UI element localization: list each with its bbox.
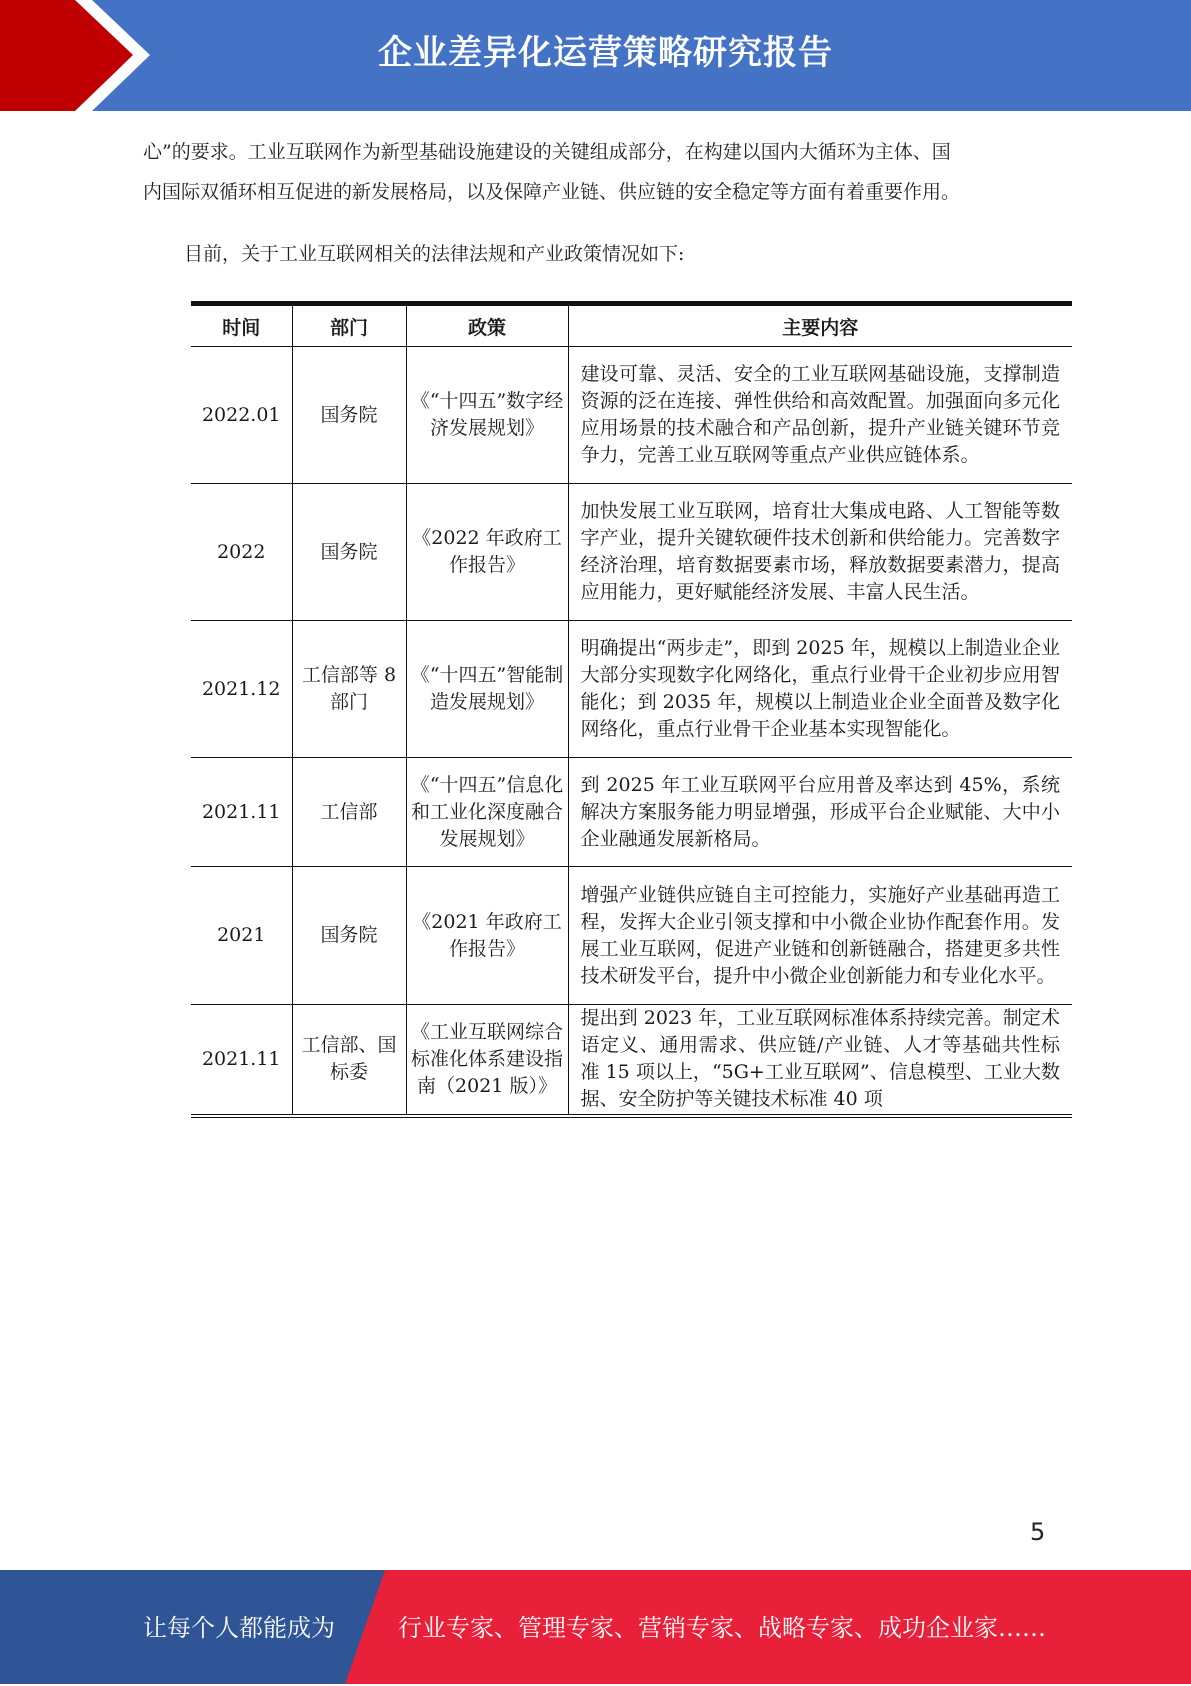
cell-time: 2021 (191, 867, 292, 1005)
cell-content: 明确提出“两步走”，即到 2025 年，规模以上制造业企业大部分实现数字化网络化，重点行业骨干企业初步应用智能化；到 2035 年，规模以上制造业企业全面普及数字化网络化，重点行业骨干企业基本实现智能化。 (568, 621, 1072, 758)
intro-paragraph (143, 132, 1063, 212)
table-row (191, 621, 1072, 758)
table-row (191, 758, 1072, 867)
cell-content: 到 2025 年工业互联网平台应用普及率达到 45%，系统解决方案服务能力明显增强，形成平台企业赋能、大中小企业融通发展新格局。 (568, 758, 1072, 867)
cell-policy: 《2021 年政府工作报告》 (406, 867, 568, 1005)
cell-department: 国务院 (292, 484, 406, 621)
cell-policy: 《2022 年政府工作报告》 (406, 484, 568, 621)
cell-content: 增强产业链供应链自主可控能力，实施好产业基础再造工程，发挥大企业引领支撑和中小微企业协作配套作用。发展工业互联网，促进产业链和创新链融合，搭建更多共性技术研发平台，提升中小微企业创新能力和专业化水平。 (568, 867, 1072, 1005)
cell-policy: 《“十四五”智能制造发展规划》 (406, 621, 568, 758)
cell-time: 2021.11 (191, 758, 292, 867)
table-row (191, 1005, 1072, 1116)
cell-content: 建设可靠、灵活、安全的工业互联网基础设施，支撑制造资源的泛在连接、弹性供给和高效配置。加强面向多元化应用场景的技术融合和产品创新，提升产业链关键环节竞争力，完善工业互联网等重点产业供应链体系。 (568, 347, 1072, 484)
cell-time: 2021.12 (191, 621, 292, 758)
cell-department: 国务院 (292, 347, 406, 484)
cell-time: 2022.01 (191, 347, 292, 484)
cell-content: 提出到 2023 年，工业互联网标准体系持续完善。制定术语定义、通用需求、供应链/产业链、人才等基础共性标准 15 项以上，“5G+工业互联网”、信息模型、工业大数据、安全防护等关键技术标准 40 项 (568, 1005, 1072, 1116)
table-row (191, 867, 1072, 1005)
cell-department: 国务院 (292, 867, 406, 1005)
page-number: 5 (1030, 1518, 1046, 1546)
policy-table (191, 301, 1072, 1118)
table-row (191, 347, 1072, 484)
cell-department: 工信部 (292, 758, 406, 867)
footer-banner (0, 1570, 1191, 1684)
footer-slogan-right: 行业专家、管理专家、营销专家、战略专家、成功企业家…… (398, 1614, 1046, 1642)
cell-department: 工信部等 8 部门 (292, 621, 406, 758)
header-banner (0, 0, 1191, 111)
intro-paragraph-line-1: 心”的要求。工业互联网作为新型基础设施建设的关键组成部分，在构建以国内大循环为主体、国 (143, 141, 951, 163)
header-time: 时间 (191, 304, 292, 347)
table-intro-paragraph: 目前，关于工业互联网相关的法律法规和产业政策情况如下: (184, 243, 685, 265)
cell-policy: 《“十四五”数字经济发展规划》 (406, 347, 568, 484)
cell-time: 2022 (191, 484, 292, 621)
cell-department: 工信部、国标委 (292, 1005, 406, 1116)
header-content: 主要内容 (568, 304, 1072, 347)
document-title: 企业差异化运营策略研究报告 (378, 33, 833, 73)
cell-policy: 《工业互联网综合标准化体系建设指南（2021 版）》 (406, 1005, 568, 1116)
intro-paragraph-line-2: 内国际双循环相互促进的新发展格局，以及保障产业链、供应链的安全稳定等方面有着重要作用。 (143, 181, 961, 203)
table-header-row (191, 304, 1072, 347)
header-policy: 政策 (406, 304, 568, 347)
cell-policy: 《“十四五”信息化和工业化深度融合发展规划》 (406, 758, 568, 867)
table-row (191, 484, 1072, 621)
cell-content: 加快发展工业互联网，培育壮大集成电路、人工智能等数字产业，提升关键软硬件技术创新和供给能力。完善数字经济治理，培育数据要素市场，释放数据要素潜力，提高应用能力，更好赋能经济发展、丰富人民生活。 (568, 484, 1072, 621)
cell-time: 2021.11 (191, 1005, 292, 1116)
footer-slogan-left: 让每个人都能成为 (143, 1614, 335, 1642)
header-department: 部门 (292, 304, 406, 347)
